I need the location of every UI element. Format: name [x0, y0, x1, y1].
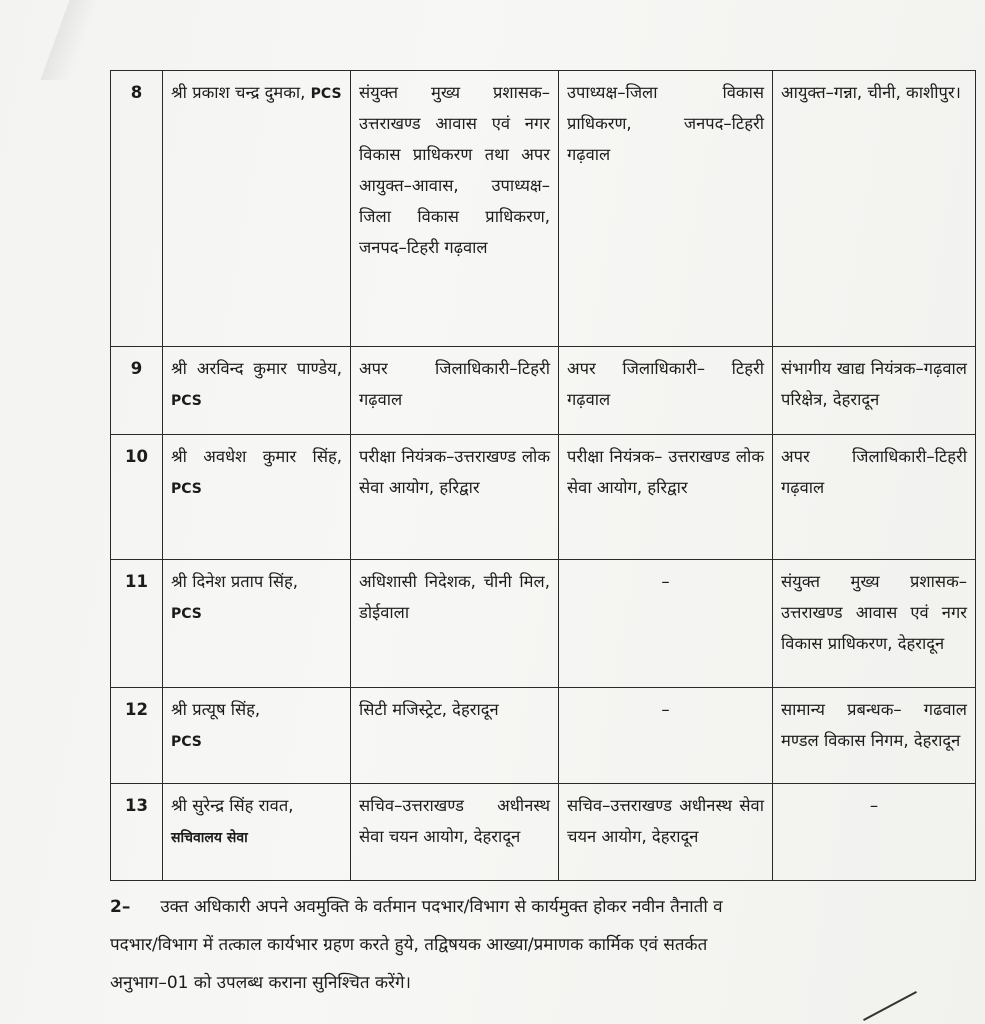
current-post: अपर जिलाधिकारी–टिहरी गढ़वाल: [351, 347, 559, 435]
table-row: [111, 688, 976, 784]
new-post: संयुक्त मुख्य प्रशासक– उत्तराखण्ड आवास एवं नगर विकास प्राधिकरण, देहरादून: [773, 560, 976, 688]
relieved-post: [559, 688, 773, 784]
service-title: PCS: [171, 606, 202, 622]
paper-fold-shadow: [40, 0, 99, 80]
paragraph-number: 2–: [110, 897, 131, 917]
officer-name: श्री अवधेश कुमार सिंह,: [171, 447, 342, 466]
table-row: [111, 435, 976, 560]
current-post: सिटी मजिस्ट्रेट, देहरादून: [351, 688, 559, 784]
officer-name: श्री अरविन्द कुमार पाण्डेय,: [171, 359, 342, 378]
new-post: संभागीय खाद्य नियंत्रक–गढ़वाल परिक्षेत्र, देहरादून: [773, 347, 976, 435]
paragraph-line: [110, 888, 985, 926]
new-post: अपर जिलाधिकारी–टिहरी गढ़वाल: [773, 435, 976, 560]
relieved-post: [559, 560, 773, 688]
relieved-post: उपाध्यक्ष–जिला विकास प्राधिकरण, जनपद–टिहरी गढ़वाल: [559, 71, 773, 347]
serial-number: 8: [111, 71, 163, 347]
service-title: PCS: [171, 393, 202, 409]
relieved-post: परीक्षा नियंत्रक– उत्तराखण्ड लोक सेवा आयोग, हरिद्वार: [559, 435, 773, 560]
new-post: आयुक्त–गन्ना, चीनी, काशीपुर।: [773, 71, 976, 347]
current-post: परीक्षा नियंत्रक–उत्तराखण्ड लोक सेवा आयोग, हरिद्वार: [351, 435, 559, 560]
officer-name-cell: [163, 784, 351, 881]
paragraph-line-2: पदभार/विभाग में तत्काल कार्यभार ग्रहण करते हुये, तद्विषयक आख्या/प्रमाणक कार्मिक एवं सतर्कत: [110, 935, 708, 955]
paragraph-line-3: अनुभाग–01 को उपलब्ध कराना सुनिश्चित करेंगे।: [110, 973, 411, 993]
officer-name: श्री सुरेन्द्र सिंह रावत,: [171, 796, 294, 815]
instruction-paragraph: [110, 888, 985, 1002]
service-title: सचिवालय सेवा: [171, 830, 248, 846]
paragraph-line-1: उक्त अधिकारी अपने अवमुक्ति के वर्तमान पदभार/विभाग से कार्यमुक्त होकर नवीन तैनाती व: [160, 897, 723, 917]
current-post: अधिशासी निदेशक, चीनी मिल, डोईवाला: [351, 560, 559, 688]
officer-name-cell: [163, 435, 351, 560]
officer-name: श्री प्रकाश चन्द्र दुमका,: [171, 83, 306, 102]
serial-number: 11: [111, 560, 163, 688]
current-post: संयुक्त मुख्य प्रशासक–उत्तराखण्ड आवास एवं नगर विकास प्राधिकरण तथा अपर आयुक्त–आवास, उपाध्यक्ष–जिला विकास प्राधिकरण, जनपद–टिहरी गढ़वाल: [351, 71, 559, 347]
table-row: [111, 71, 976, 347]
officer-name-cell: [163, 71, 351, 347]
new-post: सामान्य प्रबन्धक– गढवाल मण्डल विकास निगम, देहरादून: [773, 688, 976, 784]
service-title: PCS: [310, 86, 342, 102]
officer-name-cell: [163, 347, 351, 435]
serial-number: 13: [111, 784, 163, 881]
empty-dash: –: [661, 700, 670, 719]
relieved-post: अपर जिलाधिकारी– टिहरी गढ़वाल: [559, 347, 773, 435]
table-row: [111, 784, 976, 881]
serial-number: 12: [111, 688, 163, 784]
officer-name: श्री प्रत्यूष सिंह,: [171, 700, 261, 719]
empty-dash: –: [869, 796, 879, 815]
service-title: PCS: [171, 481, 202, 497]
table-row: [111, 560, 976, 688]
new-post: [773, 784, 976, 881]
transfer-table: [110, 70, 976, 881]
current-post: सचिव–उत्तराखण्ड अधीनस्थ सेवा चयन आयोग, देहरादून: [351, 784, 559, 881]
empty-dash: –: [661, 572, 670, 591]
relieved-post: सचिव–उत्तराखण्ड अधीनस्थ सेवा चयन आयोग, देहरादून: [559, 784, 773, 881]
officer-name-cell: [163, 560, 351, 688]
serial-number: 10: [111, 435, 163, 560]
service-title: PCS: [171, 734, 202, 750]
serial-number: 9: [111, 347, 163, 435]
table-row: [111, 347, 976, 435]
officer-name: श्री दिनेश प्रताप सिंह,: [171, 572, 298, 591]
officer-name-cell: [163, 688, 351, 784]
